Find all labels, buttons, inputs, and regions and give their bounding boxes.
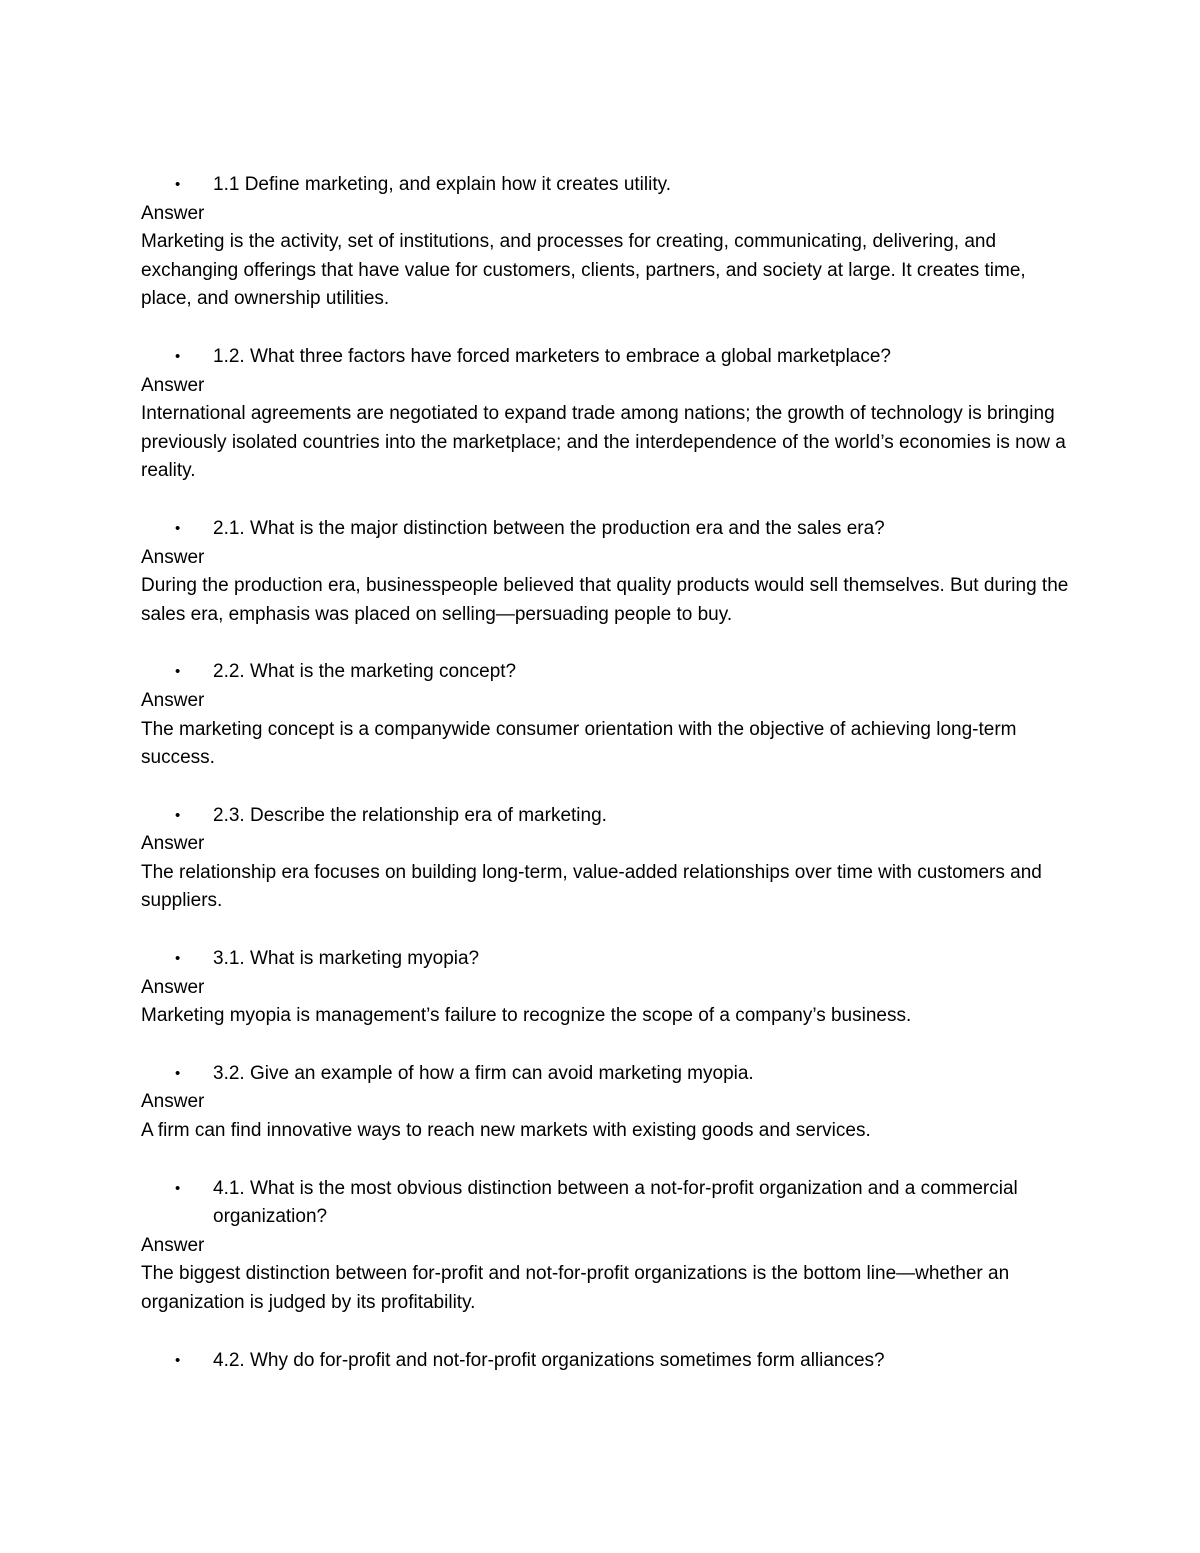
answer-label: Answer (141, 976, 205, 998)
answer-label: Answer (141, 689, 205, 711)
question-text: 2.1. What is the major distinction between the production era and the sales era? (213, 517, 885, 539)
question (141, 1060, 1071, 1089)
question-text: 3.2. Give an example of how a firm can avoid marketing myopia. (213, 1062, 754, 1084)
bullet-icon: • (175, 1179, 181, 1197)
question-text: 2.2. What is the marketing concept? (213, 661, 517, 683)
answer-text: The marketing concept is a companywide consumer orientation with the objective of achieving long-term success. (141, 718, 1017, 769)
qa-item-4-1 (141, 1175, 1071, 1318)
question-text: 4.1. What is the most obvious distinction between a not-for-profit organization and a commercial organization? (213, 1177, 1018, 1228)
bullet-icon: • (175, 806, 181, 824)
answer-label: Answer (141, 833, 205, 855)
answer-label: Answer (141, 1234, 205, 1256)
answer-label: Answer (141, 374, 205, 396)
question-text: 4.2. Why do for-profit and not-for-profit organizations sometimes form alliances? (213, 1349, 885, 1371)
answer-label: Answer (141, 202, 205, 224)
qa-item-3-1 (141, 945, 1071, 1031)
question (141, 658, 1071, 687)
answer-label: Answer (141, 1091, 205, 1113)
answer-text: International agreements are negotiated to expand trade among nations; the growth of technology is bringing previously isolated countries into the marketplace; and the interdependence of the world’s economies is now a reality. (141, 403, 1066, 482)
answer-text: Marketing myopia is management’s failure to recognize the scope of a company’s business. (141, 1005, 912, 1027)
question-text: 2.3. Describe the relationship era of marketing. (213, 804, 607, 826)
bullet-icon: • (175, 347, 181, 365)
question (141, 515, 1071, 544)
qa-item-2-2 (141, 658, 1071, 772)
bullet-icon: • (175, 663, 181, 681)
qa-item-4-2 (141, 1347, 1071, 1376)
bullet-icon: • (175, 519, 181, 537)
question (141, 1347, 1071, 1376)
answer-text: A firm can find innovative ways to reach new markets with existing goods and services. (141, 1120, 871, 1142)
answer-text: The biggest distinction between for-profit and not-for-profit organizations is the bottom line—whether an organization is judged by its profitability. (141, 1263, 1010, 1313)
qa-item-2-3 (141, 802, 1071, 916)
question (141, 343, 1071, 372)
qa-item-1-1 (141, 171, 1071, 314)
qa-item-1-2 (141, 343, 1071, 486)
qa-item-3-2 (141, 1060, 1071, 1146)
question (141, 802, 1071, 831)
qa-item-2-1 (141, 515, 1071, 629)
answer-text: Marketing is the activity, set of institutions, and processes for creating, communicating, delivering, and exchanging offerings that have value for customers, clients, partners, and society at large. It creates time, place, and ownership utilities. (141, 231, 1026, 310)
question-text: 1.1 Define marketing, and explain how it creates utility. (213, 174, 671, 195)
bullet-icon: • (175, 1351, 181, 1369)
question-text: 3.1. What is marketing myopia? (213, 948, 480, 970)
question-text: 1.2. What three factors have forced marketers to embrace a global marketplace? (213, 345, 891, 367)
answer-text: During the production era, businesspeople believed that quality products would sell themselves. But during the sales era, emphasis was placed on selling—persuading people to buy. (141, 575, 1069, 625)
bullet-icon: • (175, 950, 181, 968)
answer-label: Answer (141, 546, 205, 568)
question (141, 1175, 1071, 1232)
bullet-icon: • (175, 176, 181, 193)
bullet-icon: • (175, 1064, 181, 1082)
answer-text: The relationship era focuses on building long-term, value-added relationships over time with customers and suppliers. (141, 861, 1042, 912)
question (141, 945, 1071, 974)
document-body (141, 171, 1071, 1404)
question (141, 171, 1071, 200)
